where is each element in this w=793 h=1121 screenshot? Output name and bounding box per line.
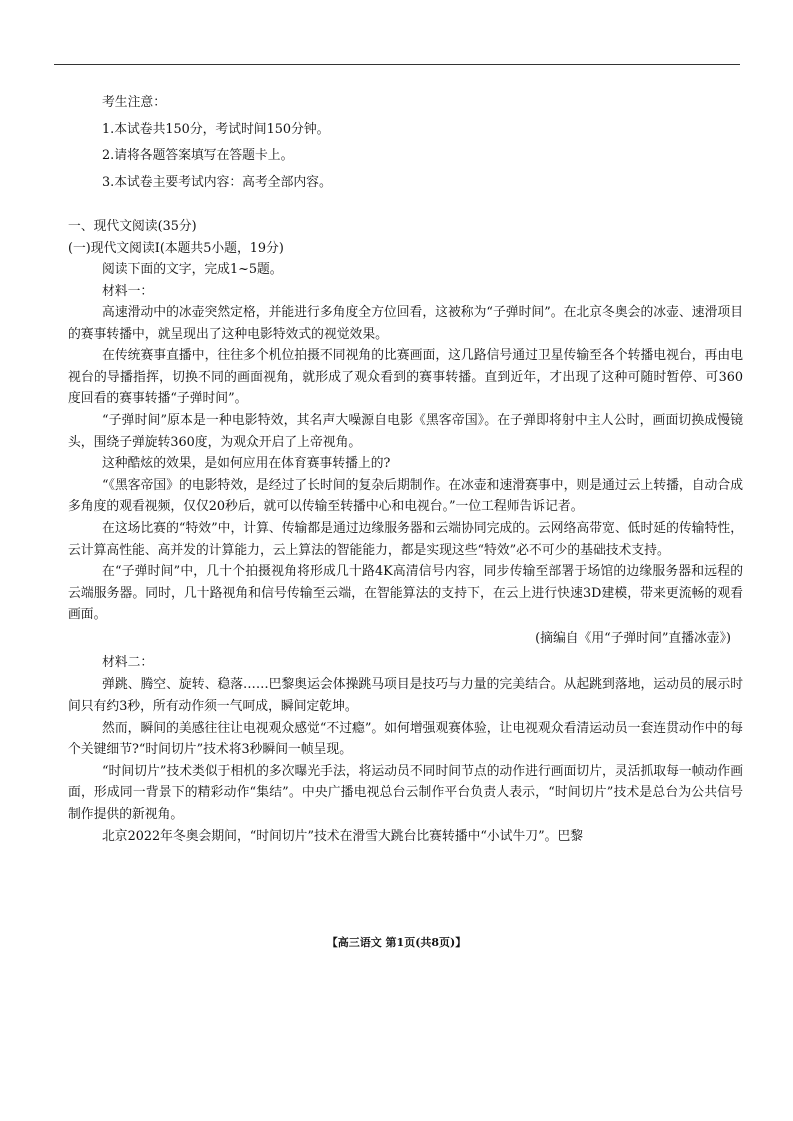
section-heading: 一、现代文阅读(35分) (68, 219, 197, 234)
paragraph: 然而，瞬间的美感往往让电视观众感觉“不过瘾”。如何增强观赛体验，让电视观众看清运动员一套连贯动作中的每个关键细节?“时间切片”技术将3秒瞬间一帧呈现。 (68, 720, 743, 758)
material2-body (68, 652, 743, 847)
paragraph: 北京2022年冬奥会期间，“时间切片”技术在滑雪大跳台比赛转播中“小试牛刀”。巴黎 (102, 828, 584, 844)
header-rule (54, 64, 740, 65)
paragraph: “子弹时间”原本是一种电影特效，其名声大噪源自电影《黑客帝国》。在子弹即将射中主人公时，画面切换成慢镜头，围绕子弹旋转360度，为观众开启了上帝视角。 (68, 412, 743, 450)
material2-label: 材料二： (102, 654, 154, 670)
paragraph: 在传统赛事直播中，往往多个机位拍摄不同视角的比赛画面，这几路信号通过卫星传输至各个转播电视台，再由电视台的导播指挥，切换不同的画面视角，就形成了观众看到的赛事转播。直到近年，才出现了这种可随时暂停、可360度回看的赛事转播“子弹时间”。 (68, 348, 743, 407)
material1-source: (摘编自《用“子弹时间”直播冰壶》) (535, 630, 731, 646)
paragraph: 在这场比赛的“特效”中，计算、传输都是通过边缘服务器和云端协同完成的。云网络高带宽、低时延的传输特性，云计算高性能、高并发的计算能力，云上算法的智能能力，都是实现这些“特效”必不可少的基础技术支持。 (68, 520, 743, 558)
notice-item: 1.本试卷共150分，考试时间150分钟。 (102, 121, 330, 137)
section-subheading: (一)现代文阅读Ⅰ(本题共5小题，19分) (68, 240, 284, 256)
page-footer: 【高三语文 第1页(共8页)】 (326, 936, 467, 949)
notice-title: 考生注意： (102, 95, 166, 110)
paragraph: “时间切片”技术类似于相机的多次曝光手法，将运动员不同时间节点的动作进行画面切片，灵活抓取每一帧动作画面，形成同一背景下的精彩动作“集结”。中央广播电视总台云制作平台负责人表示，“时间切片”技术是总台为公共信号制作提供的新视角。 (68, 763, 743, 822)
reading-instruction: 阅读下面的文字，完成1~5题。 (102, 262, 283, 277)
notice-item: 2.请将各题答案填写在答题卡上。 (102, 148, 294, 163)
material1-body (68, 302, 743, 652)
paragraph: “《黑客帝国》的电影特效，是经过了长时间的复杂后期制作。在冰壶和速滑赛事中，则是通过云上转播，自动合成多角度的观看视频，仅仅20秒后，就可以传输至转播中心和电视台。”一位工程师告诉记者。 (68, 477, 743, 515)
paragraph: 弹跳、腾空、旋转、稳落……巴黎奥运会体操跳马项目是技巧与力量的完美结合。从起跳到落地，运动员的展示时间只有约3秒，所有动作须一气呵成，瞬间定乾坤。 (68, 677, 743, 714)
notice-item: 3.本试卷主要考试内容：高考全部内容。 (102, 174, 332, 190)
page-body (68, 90, 743, 847)
paragraph: 高速滑动中的冰壶突然定格，并能进行多角度全方位回看，这被称为“子弹时间”。在北京冬奥会的冰壶、速滑项目的赛事转播中，就呈现出了这种电影特效式的视觉效果。 (68, 305, 743, 342)
paragraph: 这种酷炫的效果，是如何应用在体育赛事转播上的? (102, 456, 391, 472)
paragraph: 在“子弹时间”中，几十个拍摄视角将形成几十路4K高清信号内容，同步传输至部署于场馆的边缘服务器和远程的云端服务器。同时，几十路视角和信号传输至云端，在智能算法的支持下，在云上进行快速3D建模，带来更流畅的观看画面。 (68, 564, 743, 623)
exam-notice (102, 90, 743, 196)
section-reading (68, 216, 743, 302)
material1-label: 材料一： (102, 283, 154, 299)
